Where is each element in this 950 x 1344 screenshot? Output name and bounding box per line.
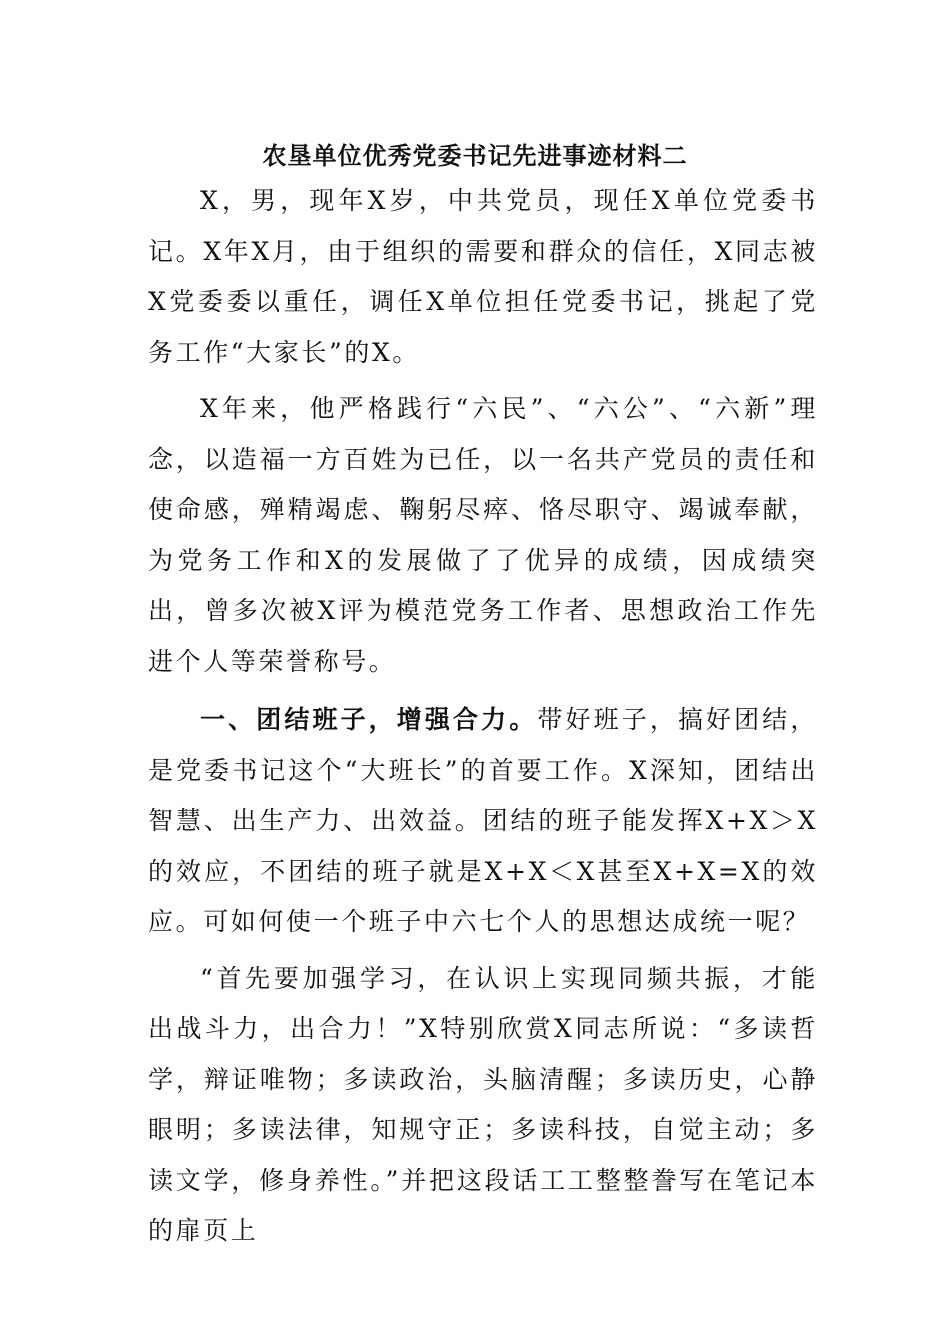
paragraph-section-one	[148, 695, 818, 948]
paragraph-intro	[148, 176, 818, 378]
section-one-text: 带好班子，搞好团结，是党委书记这个“大班长”的首要工作。X深知，团结出智慧、出生产力、出效益。团结的班子能发挥X+X＞X的效应，不团结的班子就是X+X＜X甚至X+X=X的效应。可如何使一个班子中六七个人的思想达成统一呢？	[148, 705, 818, 936]
paragraph-study-text: “首先要加强学习，在认识上实现同频共振，才能出战斗力，出合力！”X特别欣赏X同志所说：“多读哲学，辩证唯物；多读政治，头脑清醒；多读历史，心静眼明；多读法律，知规守正；多读科技，自觉主动；多读文学，修身养性。”并把这段话工工整整誊写在笔记本的扉页上	[148, 963, 818, 1245]
document-body	[148, 176, 818, 1263]
document-title: 农垦单位优秀党委书记先进事迹材料二	[262, 142, 688, 170]
paragraph-intro-text: X，男，现年X岁，中共党员，现任X单位党委书记。X年X月，由于组织的需要和群众的信任，X同志被X党委委以重任，调任X单位担任党委书记，挑起了党务工作“大家长”的X。	[148, 186, 818, 367]
paragraph-achievements-text: X年来，他严格践行“六民”、“六公”、“六新”理念，以造福一方百姓为已任，以一名共产党员的责任和使命感，殚精竭虑、鞠躬尽瘁、恪尽职守、竭诚奉献，为党务工作和X的发展做了了优异的成绩，因成绩突出，曾多次被X评为模范党务工作者、思想政治工作先进个人等荣誉称号。	[148, 394, 818, 676]
section-one-heading: 一、团结班子，增强合力。	[200, 705, 538, 734]
paragraph-study	[148, 954, 818, 1257]
paragraph-achievements	[148, 384, 818, 687]
